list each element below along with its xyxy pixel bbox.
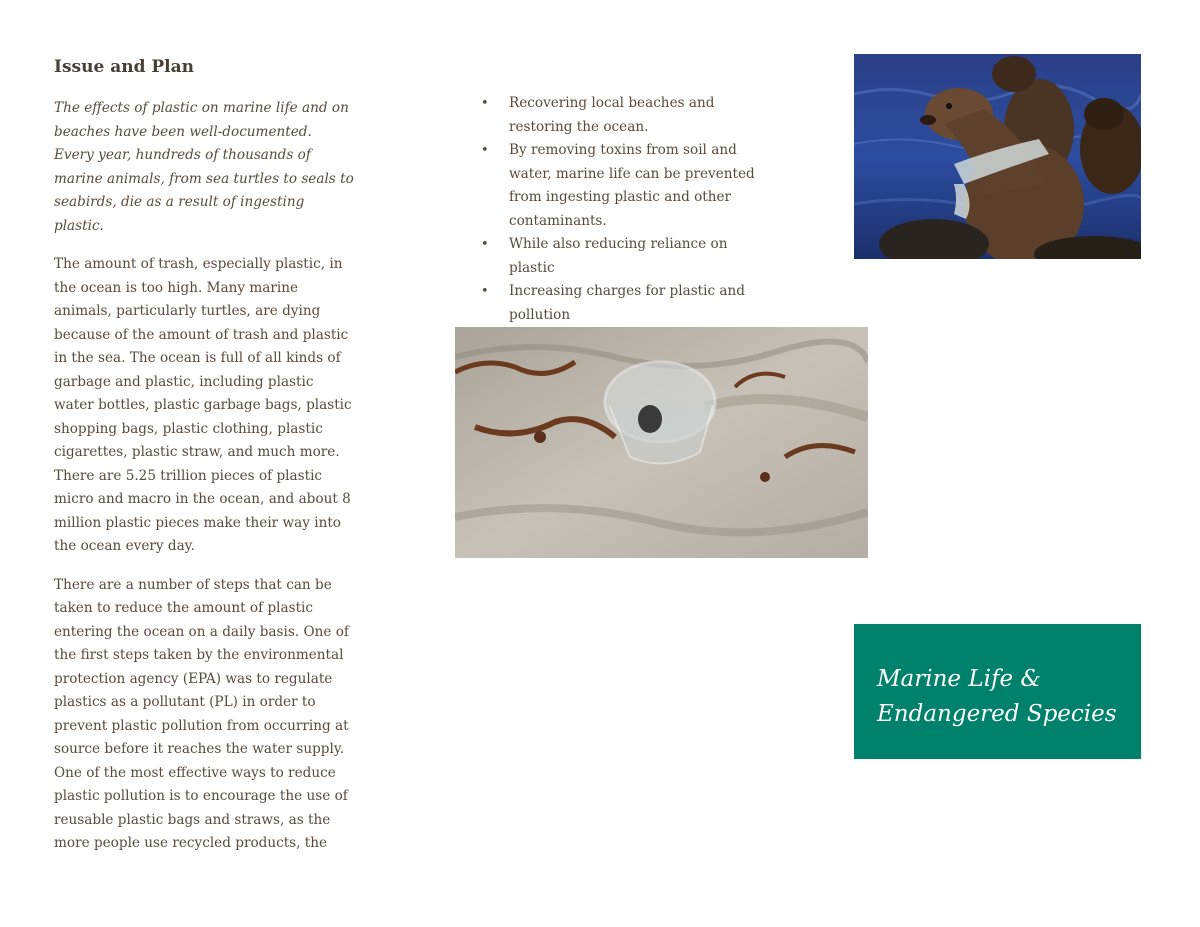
middle-column xyxy=(477,92,757,327)
bullet-icon: • xyxy=(481,237,489,252)
title-panel xyxy=(854,624,1141,759)
list-item xyxy=(477,280,757,327)
intro-paragraph: The effects of plastic on marine life and on beaches have been well-documented. Every year, hundreds of thousands of marine animals, from sea turtles to seals to seabirds, die as a result of ingesting plastic. xyxy=(54,100,354,234)
bullet-icon: • xyxy=(481,96,489,111)
section-heading: Issue and Plan xyxy=(54,57,194,77)
bullet-text: Recovering local beaches and restoring the ocean. xyxy=(509,95,715,135)
bullet-icon: • xyxy=(481,284,489,299)
beach-photo-graphic xyxy=(455,327,868,558)
body-paragraph-2: There are a number of steps that can be taken to reduce the amount of plastic entering the ocean on a daily basis. One of the first steps taken by the environmental protection agency (EPA) was to regulate plastics as a pollutant (PL) in order to prevent plastic pollution from occurring at source before it reaches the water supply. One of the most effective ways to reduce plastic pollution is to encourage the use of reusable plastic bags and straws, as the more people use recycled products, the xyxy=(54,576,349,851)
bullet-text: While also reducing reliance on plastic xyxy=(509,236,728,276)
brochure-title: Marine Life & Endangered Species xyxy=(877,666,1117,727)
list-item xyxy=(477,233,757,280)
bullet-icon: • xyxy=(481,143,489,158)
plastic-cup-on-beach-photo xyxy=(455,327,868,558)
plan-bullet-list xyxy=(477,92,757,327)
list-item xyxy=(477,139,757,233)
bullet-text: Increasing charges for plastic and pollution xyxy=(509,283,745,323)
bullet-text: By removing toxins from soil and water, marine life can be prevented from ingesting plastic and other contaminants. xyxy=(509,142,755,229)
seal-with-plastic-photo xyxy=(854,54,1141,259)
list-item xyxy=(477,92,757,139)
seal-photo-graphic xyxy=(854,54,1141,259)
body-paragraph-1: The amount of trash, especially plastic, in the ocean is too high. Many marine animals, particularly turtles, are dying because of the amount of trash and plastic in the sea. The ocean is full of all kinds of garbage and plastic, including plastic water bottles, plastic garbage bags, plastic shopping bags, plastic clothing, plastic cigarettes, plastic straw, and much more. There are 5.25 trillion pieces of plastic micro and macro in the ocean, and about 8 million plastic pieces make their way into the ocean every day. xyxy=(54,256,352,554)
left-column xyxy=(54,56,354,871)
